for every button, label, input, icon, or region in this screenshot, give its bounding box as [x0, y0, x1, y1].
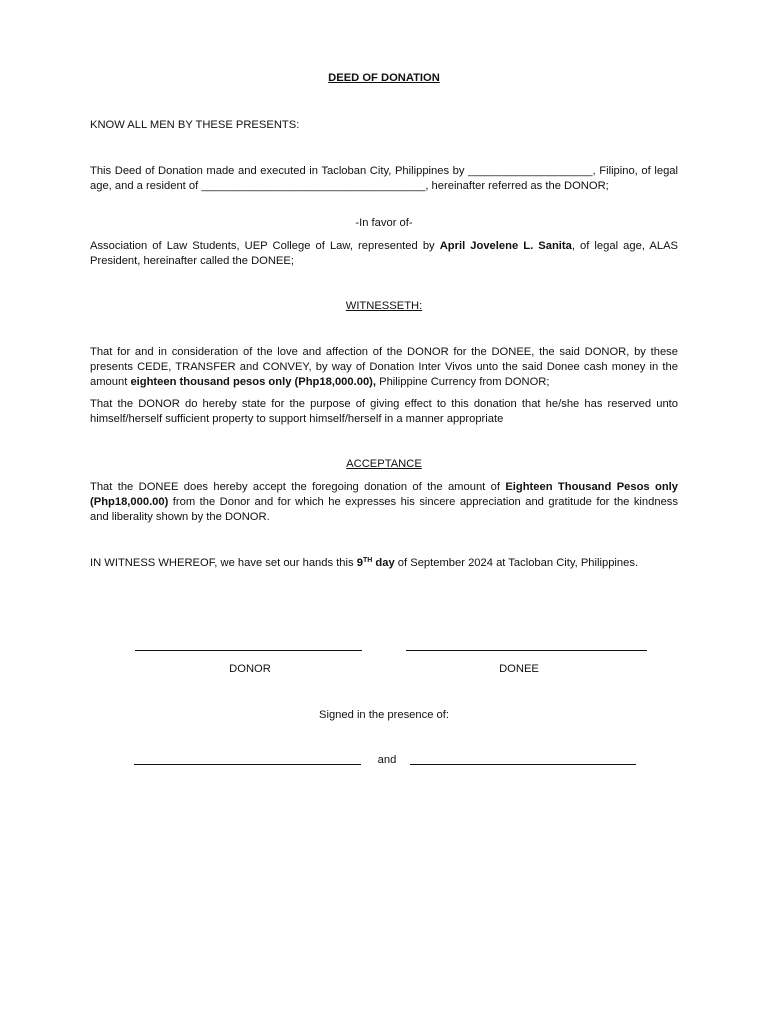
- witnesseth-heading: WITNESSETH:: [345, 300, 423, 312]
- consideration-text-2: Philippine Currency from DONOR;: [376, 376, 550, 388]
- donor-paragraph-text-1: This Deed of Donation made and executed in Tacloban City, Philippines by: [90, 165, 469, 177]
- donee-paragraph: [90, 239, 678, 269]
- donee-paragraph-text-1: Association of Law Students, UEP College of Law, represented by: [90, 240, 440, 252]
- donation-amount-words: eighteen thousand pesos only (Php18,000.00),: [130, 376, 376, 388]
- accepted-amount: Eighteen Thousand Pesos only (Php18,000.00): [90, 481, 678, 508]
- signing-day-word: day: [372, 557, 395, 569]
- donee-signature-label: DONEE: [499, 663, 539, 675]
- opening-line: KNOW ALL MEN BY THESE PRESENTS:: [90, 119, 300, 131]
- witness-2-signature-line: [410, 764, 636, 765]
- in-favor-of-label: -In favor of-: [355, 217, 413, 229]
- donee-paragraph-text-2: , of legal age, ALAS President, hereinafter called the DONEE;: [90, 240, 678, 267]
- document-title: DEED OF DONATION: [328, 72, 440, 84]
- presence-label: Signed in the presence of:: [319, 709, 449, 721]
- acceptance-text-1: That the DONEE does hereby accept the foregoing donation of the amount of: [90, 481, 506, 493]
- consideration-paragraph: [90, 345, 678, 390]
- acceptance-heading: ACCEPTANCE: [346, 458, 422, 470]
- witness-1-signature-line: [134, 764, 361, 765]
- acceptance-paragraph: [90, 480, 678, 525]
- acceptance-text-2: from the Donor and for which he expresses his sincere appreciation and gratitude for the kindness and liberality shown by the DONOR.: [90, 496, 678, 523]
- witness-and-label: and: [377, 754, 397, 766]
- donor-name-blank: ____________________: [468, 165, 593, 177]
- witness-text-2: of September 2024 at Tacloban City, Philippines.: [394, 557, 639, 569]
- donor-address-blank: ____________________________________: [201, 180, 426, 192]
- signing-day: [357, 557, 395, 569]
- witness-whereof-paragraph: [90, 556, 678, 571]
- witness-text-1: IN WITNESS WHEREOF, we have set our hands this: [90, 557, 357, 569]
- donee-signature-line: [406, 650, 647, 651]
- reservation-paragraph: That the DONOR do hereby state for the purpose of giving effect to this donation that he/she has reserved unto himself/herself sufficient property to support himself/herself in a manner appropriate: [90, 398, 678, 425]
- signing-day-number: 9: [356, 557, 363, 569]
- donor-signature-line: [135, 650, 362, 651]
- donor-paragraph-text-2: , Filipino, of legal age, and a resident of: [90, 165, 678, 192]
- donor-signature-label: DONOR: [229, 663, 271, 675]
- signing-day-suffix: TH: [362, 557, 373, 564]
- consideration-text-1: That for and in consideration of the love and affection of the DONOR for the DONEE, the said DONOR, by these presents CEDE, TRANSFER and CONVEY, by way of Donation Inter Vivos unto the said Donee cash money in the amount: [90, 346, 678, 388]
- donor-paragraph: [90, 164, 678, 194]
- donor-paragraph-text-3: , hereinafter referred as the DONOR;: [425, 180, 609, 192]
- donee-representative-name: April Jovelene L. Sanita: [439, 240, 572, 252]
